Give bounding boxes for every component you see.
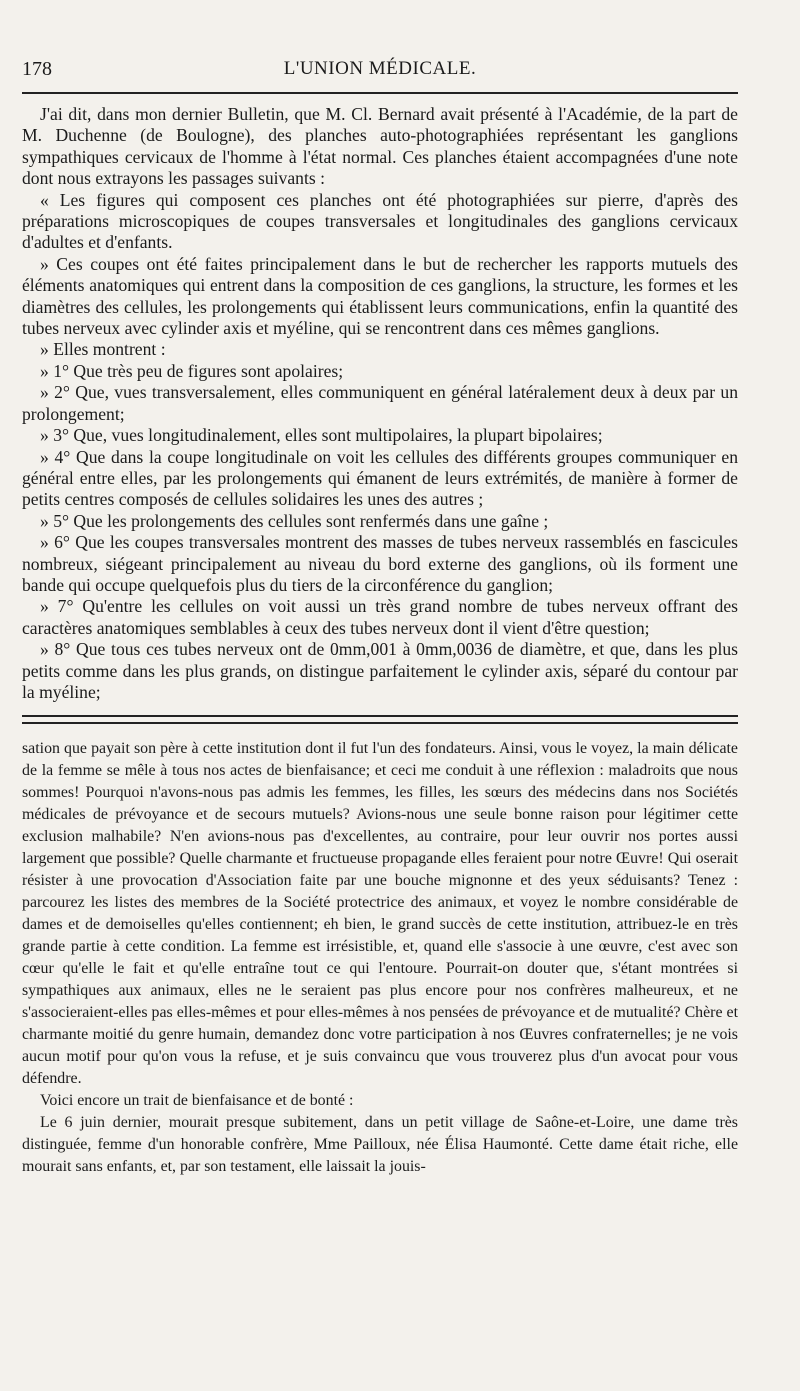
list-item-8: » 8° Que tous ces tubes nerveux ont de 0mm,001 à 0mm,0036 de diamètre, et que, dans les plus petits comme dans les plus grands, on distingue parfaitement le cylinder axis, séparé du contour par la myéline; — [22, 639, 738, 702]
list-item-3: » 3° Que, vues longitudinalement, elles sont multipolaires, la plupart bipolaires; — [40, 425, 603, 446]
list-item-4: » 4° Que dans la coupe longitudinale on voit les cellules des différents groupes communiquer en général entre elles, par les prolongements qui émanent de leurs extrémités, de manière à former de petits centres composés de cellules solidaires les unes des autres ; — [22, 446, 738, 510]
feuilleton-column — [22, 738, 738, 1178]
paragraph-sections: » Ces coupes ont été faites principalement dans le but de rechercher les rapports mutuels des éléments anatomiques qui entrent dans la composition de ces ganglions, la structure, les formes et les diamètres des cellules, les prolongements qui établissent leurs communications, enfin la quantité des tubes nerveux avec cylinder axis et myéline, qui se rencontrent dans ces mêmes ganglions. — [22, 253, 738, 339]
paragraph-quote-start: « Les figures qui composent ces planches ont été photographiées sur pierre, d'après des préparations microscopiques de coupes transversales et longitudinales des ganglions cervicaux d'adultes et d'enfants. — [22, 189, 738, 253]
document-page — [22, 50, 738, 1380]
feuilleton-paragraph-2: Voici encore un trait de bienfaisance et de bonté : — [40, 1092, 354, 1110]
list-item-5: » 5° Que les prolongements des cellules sont renfermés dans une gaîne ; — [40, 510, 549, 531]
paragraph-intro: J'ai dit, dans mon dernier Bulletin, que M. Cl. Bernard avait présenté à l'Académie, de la part de M. Duchenne (de Boulogne), des planches auto-photographiées représentant les ganglions sympathiques cervicaux de l'homme à l'état normal. Ces planches étaient accompagnées d'une note dont nous extrayons les passages suivants : — [22, 104, 738, 189]
feuilleton-divider — [22, 715, 738, 724]
feuilleton-paragraph-3: Le 6 juin dernier, mourait presque subitement, dans un petit village de Saône-et-Loire, une dame très distinguée, femme d'un honorable confrère, Mme Pailloux, née Élisa Haumonté. Cette dame était riche, elle mourait sans enfants, et, par son testament, elle laissait la jouis- — [22, 1114, 738, 1176]
journal-title: L'UNION MÉDICALE. — [283, 58, 477, 79]
list-item-2: » 2° Que, vues transversalement, elles communiquent en général latéralement deux à deux par un prolongement; — [22, 382, 738, 424]
running-head — [22, 50, 738, 94]
main-article — [22, 104, 738, 703]
list-item-1: » 1° Que très peu de figures sont apolaires; — [40, 360, 344, 381]
list-item-7: » 7° Qu'entre les cellules on voit aussi un très grand nombre de tubes nerveux offrant des caractères anatomiques semblables à ceux des tubes nerveux dont il vient d'être question; — [22, 596, 738, 638]
page-number: 178 — [22, 58, 52, 80]
feuilleton-paragraph-1: sation que payait son père à cette institution dont il fut l'un des fondateurs. Ainsi, vous le voyez, la main délicate de la femme se mêle à tous nos actes de bienfaisance; et ceci me conduit à une réflexion : maladroits que nous sommes! Pourquoi n'avons-nous pas admis les femmes, les filles, les sœurs des médecins dans nos Sociétés médicales de prévoyance et de secours mutuels? Avions-nous une seule bonne raison pour légitimer cette exclusion malhabile? N'en avions-nous pas d'excellentes, au contraire, pour leur ouvrir nos portes aussi largement que possible? Quelle charmante et fructueuse propagande elles feraient pour notre Œuvre! Qui oserait résister à une provocation d'Association faite par une bouche mignonne et des yeux séduisants? Tenez : parcourez les listes des membres de la Société protectrice des animaux, et voyez le nombre considérable de dames et de demoiselles qu'elles contiennent; eh bien, le grand succès de cette institution, attribuez-le en très grande partie à cette condition. La femme est irrésistible, et, quand elle s'associe à une œuvre, c'est avec son cœur qu'elle le fait et qu'elle entraîne tout ce qui l'entoure. Pourrait-on douter que, s'étant montrées si sympathiques aux animaux, elles ne le seraient pas plus encore pour nos confrères malheureux, et ne s'associeraient-elles pas elles-mêmes et pour elles-mêmes à nos pensées de prévoyance et de mutualité? Chère et charmante moitié du genre humain, demandez donc votre participation à nos Œuvres confraternelles; je ne vois aucun motif pour qu'on vous la refuse, et je suis convaincu que vous trouverez plus d'un avocat pour vous défendre. — [22, 740, 738, 1088]
paragraph-list-intro: » Elles montrent : — [40, 339, 166, 360]
list-item-6: » 6° Que les coupes transversales montrent des masses de tubes nerveux rassemblés en fascicules nombreux, siégeant principalement au niveau du bord externe des ganglions, où ils forment une bande qui occupe quelquefois plus du tiers de la circonférence du ganglion; — [22, 532, 738, 595]
